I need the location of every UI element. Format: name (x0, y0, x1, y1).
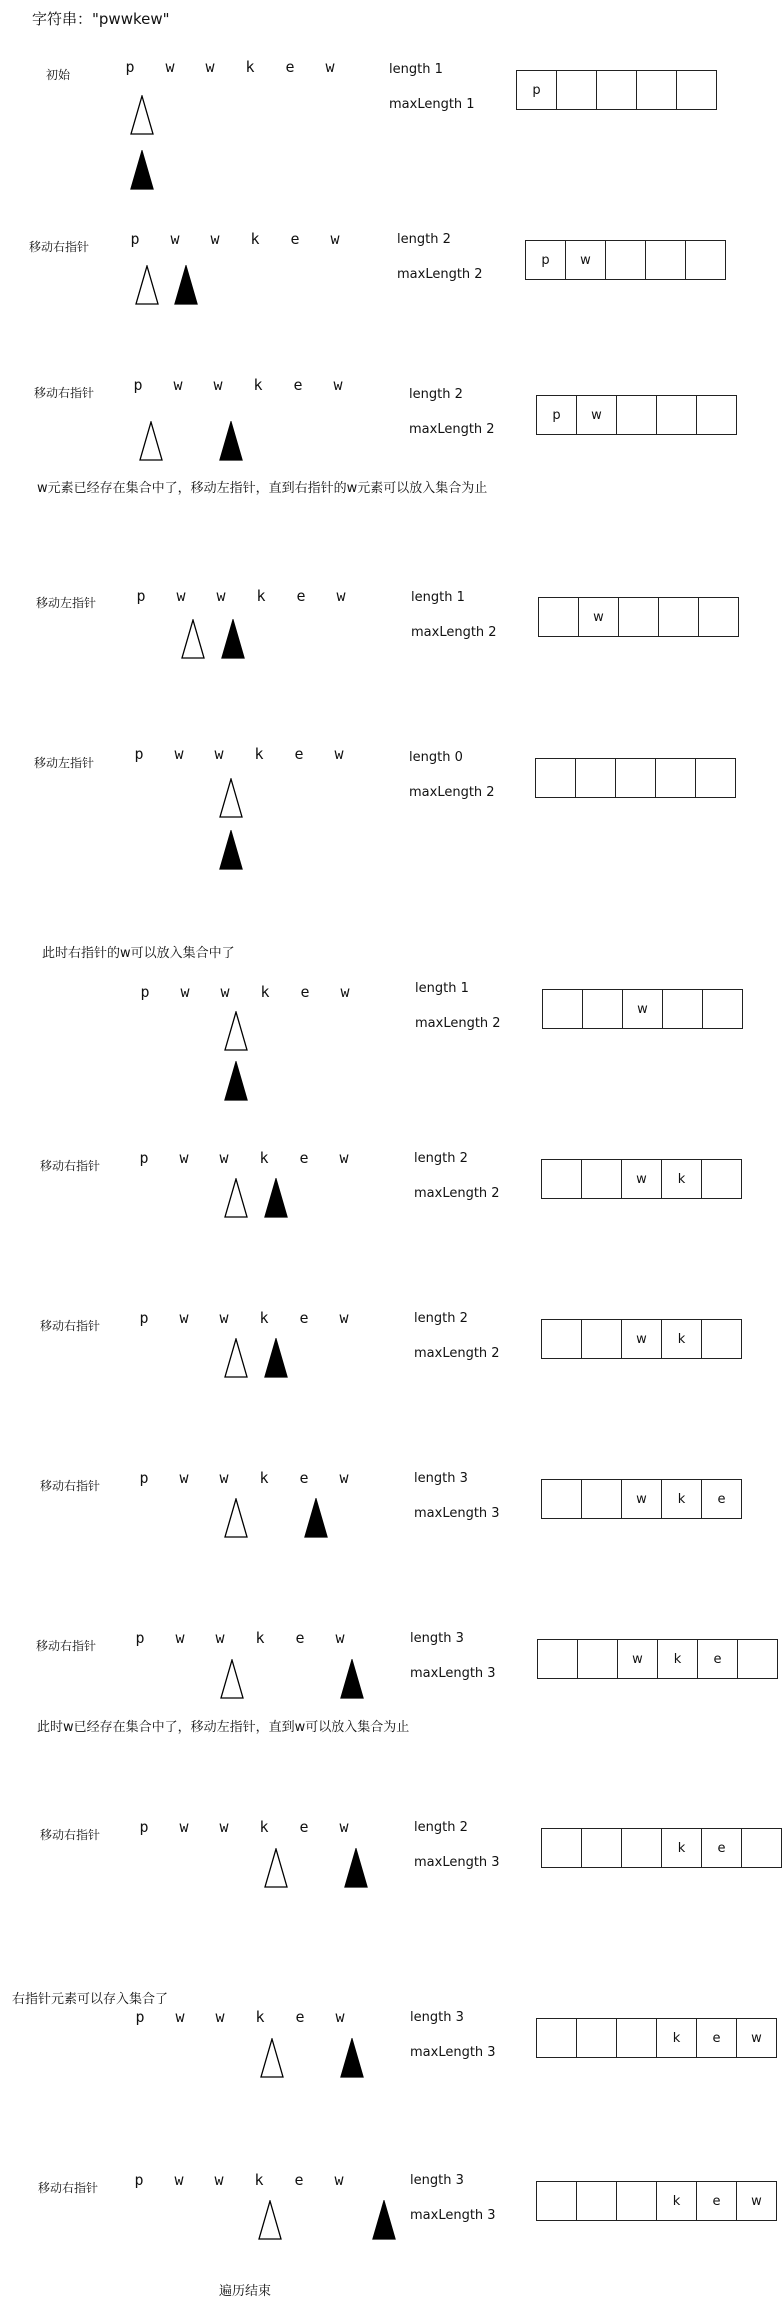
char: k (250, 230, 260, 248)
set-cells (541, 1319, 742, 1359)
char: w (336, 587, 346, 605)
set-cell (577, 2181, 617, 2221)
string-chars (124, 1309, 364, 1327)
max-length-value: maxLength 2 (411, 625, 497, 640)
max-length-value: maxLength 3 (410, 2045, 496, 2060)
char: k (259, 1818, 269, 1836)
set-cell (742, 1828, 782, 1868)
set-cell: w (577, 395, 617, 435)
set-cell (582, 1479, 622, 1519)
right-pointer-icon (304, 1498, 328, 1538)
note-w-exists: 此时w已经存在集合中了，移动左指针，直到w可以放入集合为止 (37, 1720, 410, 1735)
char: w (220, 983, 230, 1001)
char: e (290, 230, 300, 248)
set-cell: k (662, 1319, 702, 1359)
char: w (339, 1309, 349, 1327)
string-chars (119, 2171, 359, 2189)
char: k (255, 2008, 265, 2026)
step-label: 移动右指针 (40, 1319, 101, 1333)
right-pointer-icon (344, 1848, 368, 1888)
char: k (245, 58, 255, 76)
char: w (179, 1469, 189, 1487)
set-cell (622, 1828, 662, 1868)
max-length-value: maxLength 2 (414, 1186, 500, 1201)
char: e (295, 1629, 305, 1647)
set-cell (542, 1479, 582, 1519)
set-cell: w (623, 989, 663, 1029)
string-chars (110, 58, 350, 76)
char: w (333, 376, 343, 394)
char: w (170, 230, 180, 248)
max-length-value: maxLength 3 (414, 1855, 500, 1870)
string-chars (124, 1469, 364, 1487)
length-value: length 3 (410, 1631, 464, 1646)
set-cell (659, 597, 699, 637)
string-chars (120, 1629, 360, 1647)
set-cell: k (662, 1828, 702, 1868)
char: p (140, 983, 150, 1001)
char: w (174, 745, 184, 763)
char: k (256, 587, 266, 605)
set-cell: w (622, 1159, 662, 1199)
char: e (296, 587, 306, 605)
set-cell (543, 989, 583, 1029)
char: w (175, 1629, 185, 1647)
char: e (299, 1149, 309, 1167)
set-cell: e (697, 2181, 737, 2221)
length-value: length 1 (415, 981, 469, 996)
set-cell (578, 1639, 618, 1679)
set-cells (536, 395, 737, 435)
set-cells (542, 989, 743, 1029)
char: w (330, 230, 340, 248)
step-label: 移动右指针 (40, 1828, 101, 1842)
string-chars (120, 2008, 360, 2026)
left-pointer-icon (224, 1011, 248, 1051)
step-label: 移动左指针 (34, 756, 95, 770)
set-cell (677, 70, 717, 110)
right-pointer-icon (264, 1178, 288, 1218)
set-cell (699, 597, 739, 637)
char: w (179, 1149, 189, 1167)
set-cell (606, 240, 646, 280)
left-pointer-icon (224, 1498, 248, 1538)
right-pointer-icon (372, 2200, 396, 2240)
set-cell (537, 2018, 577, 2058)
set-cells (536, 2018, 777, 2058)
left-pointer-icon (258, 2200, 282, 2240)
set-cell (656, 758, 696, 798)
char: p (139, 1309, 149, 1327)
set-cell: k (658, 1639, 698, 1679)
char: w (219, 1309, 229, 1327)
step-label: 移动右指针 (34, 386, 95, 400)
string-chars (121, 587, 361, 605)
set-cell (616, 758, 656, 798)
max-length-value: maxLength 2 (397, 267, 483, 282)
char: k (254, 2171, 264, 2189)
set-cells (538, 597, 739, 637)
char: w (214, 745, 224, 763)
char: e (300, 983, 310, 1001)
left-pointer-icon (260, 2038, 284, 2078)
char: p (139, 1469, 149, 1487)
set-cell (582, 1319, 622, 1359)
set-cells (541, 1828, 782, 1868)
set-cell: w (566, 240, 606, 280)
char: w (219, 1149, 229, 1167)
char: w (210, 230, 220, 248)
set-cell (577, 2018, 617, 2058)
set-cell (617, 395, 657, 435)
right-pointer-icon (221, 619, 245, 659)
char: k (259, 1149, 269, 1167)
char: w (214, 2171, 224, 2189)
right-pointer-icon (219, 421, 243, 461)
set-cell: k (662, 1479, 702, 1519)
set-cell (576, 758, 616, 798)
char: w (335, 1629, 345, 1647)
set-cell: w (737, 2018, 777, 2058)
set-cell: e (698, 1639, 738, 1679)
set-cell (637, 70, 677, 110)
set-cells (541, 1159, 742, 1199)
char: k (255, 1629, 265, 1647)
set-cells (516, 70, 717, 110)
set-cell (542, 1319, 582, 1359)
set-cell (696, 758, 736, 798)
length-value: length 1 (389, 62, 443, 77)
set-cell (702, 1319, 742, 1359)
left-pointer-icon (219, 778, 243, 818)
set-cell: p (517, 70, 557, 110)
char: w (325, 58, 335, 76)
set-cell: w (618, 1639, 658, 1679)
step-label: 移动右指针 (40, 1159, 101, 1173)
max-length-value: maxLength 2 (414, 1346, 500, 1361)
length-value: length 2 (414, 1820, 468, 1835)
right-pointer-icon (340, 2038, 364, 2078)
set-cell (663, 989, 703, 1029)
char: w (175, 2008, 185, 2026)
max-length-value: maxLength 2 (415, 1016, 501, 1031)
length-value: length 2 (409, 387, 463, 402)
char: p (125, 58, 135, 76)
left-pointer-icon (264, 1848, 288, 1888)
char: w (335, 2008, 345, 2026)
set-cell (617, 2181, 657, 2221)
max-length-value: maxLength 3 (410, 1666, 496, 1681)
char: w (219, 1469, 229, 1487)
set-cell: k (657, 2018, 697, 2058)
set-cell (619, 597, 659, 637)
left-pointer-icon (181, 619, 205, 659)
right-pointer-icon (224, 1061, 248, 1101)
set-cell: w (737, 2181, 777, 2221)
set-cell (557, 70, 597, 110)
length-value: length 3 (410, 2173, 464, 2188)
length-value: length 3 (410, 2010, 464, 2025)
left-pointer-icon (130, 95, 154, 135)
char: p (139, 1818, 149, 1836)
left-pointer-icon (135, 265, 159, 305)
set-cells (541, 1479, 742, 1519)
set-cell: k (657, 2181, 697, 2221)
char: w (334, 745, 344, 763)
char: w (205, 58, 215, 76)
char: w (174, 2171, 184, 2189)
char: e (299, 1818, 309, 1836)
set-cell (542, 1828, 582, 1868)
set-cell: e (697, 2018, 737, 2058)
char: e (299, 1469, 309, 1487)
char: e (299, 1309, 309, 1327)
length-value: length 1 (411, 590, 465, 605)
set-cell (657, 395, 697, 435)
char: p (139, 1149, 149, 1167)
length-value: length 2 (397, 232, 451, 247)
set-cell (542, 1159, 582, 1199)
step-label: 移动左指针 (36, 596, 97, 610)
right-pointer-icon (130, 150, 154, 190)
char: w (334, 2171, 344, 2189)
set-cell (646, 240, 686, 280)
max-length-value: maxLength 3 (410, 2208, 496, 2223)
set-cell (703, 989, 743, 1029)
set-cell (539, 597, 579, 637)
step-label: 移动右指针 (38, 2181, 99, 2195)
max-length-value: maxLength 1 (389, 97, 475, 112)
set-cell: p (537, 395, 577, 435)
max-length-value: maxLength 2 (409, 785, 495, 800)
note-right-ok: 此时右指针的w可以放入集合中了 (42, 946, 235, 961)
left-pointer-icon (224, 1338, 248, 1378)
char: p (135, 2008, 145, 2026)
char: w (176, 587, 186, 605)
set-cell: p (526, 240, 566, 280)
char: w (219, 1818, 229, 1836)
step-label: 移动右指针 (29, 240, 90, 254)
set-cell (738, 1639, 778, 1679)
set-cell (597, 70, 637, 110)
set-cell (686, 240, 726, 280)
string-chars (118, 376, 358, 394)
char: k (253, 376, 263, 394)
char: e (294, 745, 304, 763)
char: k (259, 1309, 269, 1327)
char: k (260, 983, 270, 1001)
length-value: length 2 (414, 1151, 468, 1166)
char: w (215, 2008, 225, 2026)
char: w (216, 587, 226, 605)
char: e (295, 2008, 305, 2026)
step-label: 初始 (46, 68, 71, 82)
set-cells (536, 2181, 777, 2221)
char: w (339, 1469, 349, 1487)
set-cell (582, 1159, 622, 1199)
char: p (136, 587, 146, 605)
char: w (180, 983, 190, 1001)
set-cell (617, 2018, 657, 2058)
set-cell (702, 1159, 742, 1199)
length-value: length 2 (414, 1311, 468, 1326)
set-cell (538, 1639, 578, 1679)
char: w (173, 376, 183, 394)
char: p (130, 230, 140, 248)
max-length-value: maxLength 2 (409, 422, 495, 437)
char: k (254, 745, 264, 763)
step-label: 移动右指针 (40, 1479, 101, 1493)
note-end: 遍历结束 (219, 2284, 272, 2299)
string-chars (125, 983, 365, 1001)
step-label: 移动右指针 (36, 1639, 97, 1653)
set-cells (525, 240, 726, 280)
set-cell (537, 2181, 577, 2221)
char: p (134, 745, 144, 763)
char: p (135, 1629, 145, 1647)
set-cell: w (579, 597, 619, 637)
char: p (134, 2171, 144, 2189)
set-cells (535, 758, 736, 798)
set-cell (582, 1828, 622, 1868)
set-cell: k (662, 1159, 702, 1199)
set-cell (536, 758, 576, 798)
left-pointer-icon (224, 1178, 248, 1218)
string-chars (119, 745, 359, 763)
max-length-value: maxLength 3 (414, 1506, 500, 1521)
right-pointer-icon (340, 1659, 364, 1699)
right-pointer-icon (174, 265, 198, 305)
char: w (215, 1629, 225, 1647)
char: e (293, 376, 303, 394)
set-cell (583, 989, 623, 1029)
char: e (285, 58, 295, 76)
left-pointer-icon (139, 421, 163, 461)
right-pointer-icon (264, 1338, 288, 1378)
char: w (179, 1309, 189, 1327)
set-cell: e (702, 1828, 742, 1868)
char: w (213, 376, 223, 394)
set-cell: w (622, 1479, 662, 1519)
string-chars (124, 1149, 364, 1167)
char: k (259, 1469, 269, 1487)
note-left-move: w元素已经存在集合中了，移动左指针，直到右指针的w元素可以放入集合为止 (37, 481, 488, 496)
char: w (340, 983, 350, 1001)
left-pointer-icon (220, 1659, 244, 1699)
char: w (165, 58, 175, 76)
char: w (339, 1818, 349, 1836)
page-title: 字符串："pwwkew" (32, 10, 170, 28)
set-cell: e (702, 1479, 742, 1519)
char: e (294, 2171, 304, 2189)
string-chars (124, 1818, 364, 1836)
char: w (339, 1149, 349, 1167)
string-chars (115, 230, 355, 248)
set-cell: w (622, 1319, 662, 1359)
char: w (179, 1818, 189, 1836)
note-right-add: 右指针元素可以存入集合了 (12, 1992, 169, 2007)
char: p (133, 376, 143, 394)
set-cell (697, 395, 737, 435)
length-value: length 0 (409, 750, 463, 765)
right-pointer-icon (219, 830, 243, 870)
set-cells (537, 1639, 778, 1679)
length-value: length 3 (414, 1471, 468, 1486)
